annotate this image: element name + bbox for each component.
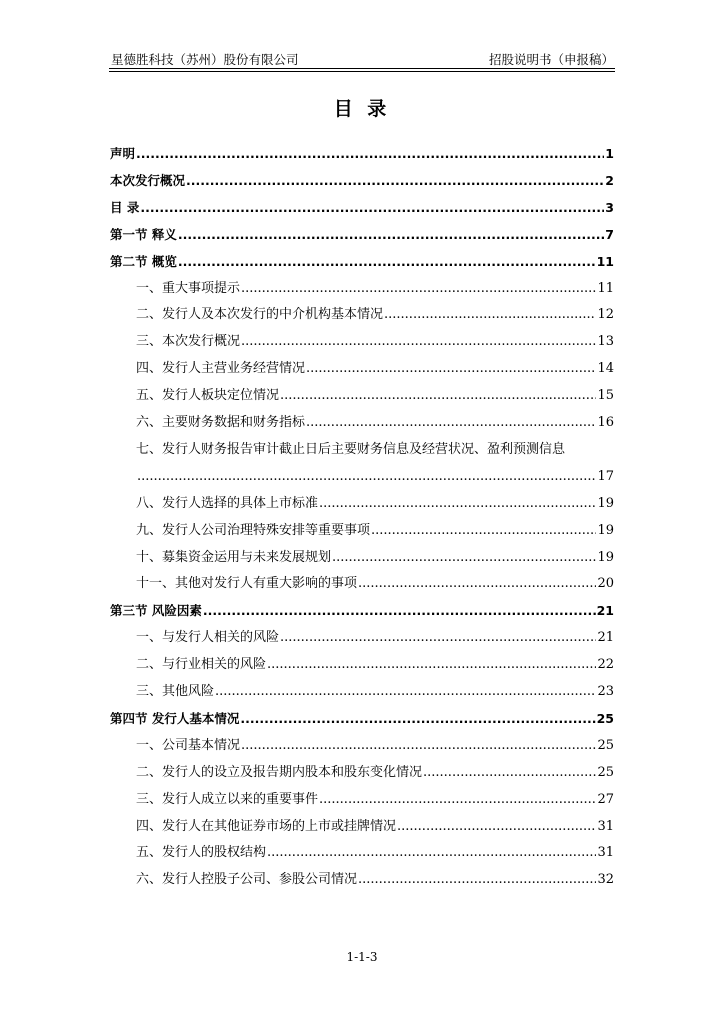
toc-entry[interactable] [110, 732, 614, 754]
toc-entry-page: 21 [597, 630, 614, 646]
toc-entry-label: 四、发行人在其他证券市场的上市或挂牌情况 [136, 818, 397, 834]
toc-leader-dots [215, 684, 596, 700]
toc-entry[interactable] [110, 624, 614, 646]
toc-entry-label: 一、与发行人相关的风险 [136, 630, 280, 646]
toc-entry-page: 19 [597, 522, 614, 538]
toc-leader-dots [186, 173, 604, 189]
toc-leader-dots [397, 819, 596, 835]
toc-entry[interactable] [110, 678, 614, 700]
toc-entry-page: 20 [597, 576, 614, 592]
page-footer-number: 1-1-3 [346, 950, 378, 964]
toc-section-entry[interactable] [110, 597, 614, 619]
toc-entry[interactable] [110, 651, 614, 673]
toc-entry-page: 19 [597, 495, 614, 511]
toc-entry[interactable] [110, 866, 614, 888]
toc-entry-label: 第一节 释义 [110, 226, 177, 242]
toc-leader-dots [267, 845, 596, 861]
toc-entry-label: 七、发行人财务报告审计截止日后主要财务信息及经营状况、盈利预测信息 [136, 441, 566, 457]
toc-entry[interactable] [110, 570, 614, 592]
header-company-name: 星德胜科技（苏州）股份有限公司 [111, 52, 299, 67]
toc-entry-label: 三、本次发行概况 [136, 334, 241, 350]
toc-entry[interactable] [110, 301, 614, 323]
toc-entry-page: 11 [597, 280, 614, 296]
toc-entry-page: 27 [597, 791, 614, 807]
toc-leader-dots [332, 550, 596, 566]
toc-entry-page: 25 [597, 737, 614, 753]
toc-entry-label: 目 录 [110, 199, 140, 215]
toc-entry-label: 九、发行人公司治理特殊安排等重要事项 [136, 522, 371, 538]
toc-entry[interactable] [110, 759, 614, 781]
toc-entry[interactable] [110, 328, 614, 350]
toc-leader-dots [203, 603, 596, 619]
toc-entry-page: 11 [596, 253, 614, 269]
toc-entry-label: 一、公司基本情况 [136, 737, 241, 753]
toc-leader-dots [358, 872, 596, 888]
toc-entry-label: 四、发行人主营业务经营情况 [136, 361, 306, 377]
toc-entry-page: 2 [605, 172, 614, 188]
page-title: 目 录 [333, 98, 391, 120]
toc-entry[interactable] [110, 355, 614, 377]
toc-entry-page: 23 [597, 684, 614, 699]
toc-entry-label: 六、主要财务数据和财务指标 [136, 415, 306, 430]
toc-section-entry[interactable] [110, 167, 614, 189]
toc-leader-dots [137, 469, 596, 485]
toc-entry[interactable] [110, 839, 614, 861]
toc-entry-page: 21 [596, 603, 614, 619]
toc-section-entry[interactable] [110, 248, 614, 270]
toc-entry-page: 16 [597, 415, 614, 430]
toc-entry-continuation[interactable] [110, 463, 614, 485]
toc-leader-dots [306, 415, 596, 431]
toc-entry-page: 19 [597, 549, 614, 565]
toc-leader-dots [423, 765, 596, 781]
toc-entry-label: 第四节 发行人基本情况 [110, 710, 240, 726]
toc-entry[interactable] [110, 786, 614, 808]
toc-leader-dots [306, 361, 596, 377]
toc-section-entry[interactable] [110, 140, 614, 162]
toc-entry-label: 六、发行人控股子公司、参股公司情况 [136, 872, 358, 888]
header-divider [109, 68, 615, 69]
toc-entry-page: 14 [597, 361, 614, 377]
toc-entry-label: 第三节 风险因素 [110, 603, 202, 619]
toc-entry-page: 1 [605, 146, 614, 161]
toc-entry-page: 17 [597, 468, 614, 484]
toc-entry[interactable] [110, 275, 614, 297]
toc-leader-dots [241, 334, 596, 350]
toc-entry-page: 31 [597, 818, 614, 834]
toc-leader-dots [384, 307, 596, 323]
toc-entry-label: 十、募集资金运用与未来发展规划 [136, 549, 332, 565]
toc-entry-page: 22 [597, 657, 614, 673]
toc-section-entry[interactable] [110, 194, 614, 216]
toc-leader-dots [358, 576, 596, 592]
toc-entry[interactable] [110, 813, 614, 835]
toc-entry-label: 三、其他风险 [136, 684, 215, 699]
toc-entry-page: 25 [596, 710, 614, 726]
toc-section-entry[interactable] [110, 705, 614, 727]
toc-entry-page: 15 [597, 388, 614, 404]
toc-entry-label: 本次发行概况 [110, 172, 186, 188]
toc-leader-dots [267, 657, 596, 673]
toc-leader-dots [140, 200, 604, 216]
toc-entry-page: 32 [597, 872, 614, 888]
header-document-type: 招股说明书（申报稿） [488, 52, 614, 67]
header-divider-thin [109, 71, 615, 72]
toc-leader-dots [371, 523, 596, 539]
toc-leader-dots [280, 630, 596, 646]
toc-entry-label: 十一、其他对发行人有重大影响的事项 [136, 576, 358, 592]
toc-entry-page: 31 [597, 845, 614, 861]
toc-entry-page: 13 [597, 334, 614, 350]
toc-entry-page: 3 [605, 199, 614, 215]
toc-entry-page: 25 [597, 764, 614, 780]
toc-entry-label: 声明 [110, 146, 136, 161]
toc-entry[interactable] [110, 490, 614, 512]
toc-entry[interactable] [110, 382, 614, 404]
toc-leader-dots [280, 388, 596, 404]
toc-entry-label: 五、发行人的股权结构 [136, 845, 267, 861]
toc-entry-label: 八、发行人选择的具体上市标准 [136, 495, 319, 511]
toc-entry-label: 二、发行人的设立及报告期内股本和股东变化情况 [136, 764, 423, 780]
toc-entry-label: 二、发行人及本次发行的中介机构基本情况 [136, 307, 384, 323]
toc-leader-dots [178, 227, 604, 243]
toc-entry-label: 第二节 概览 [110, 253, 177, 269]
toc-leader-dots [136, 146, 604, 162]
toc-leader-dots [241, 738, 596, 754]
toc-entry-label: 三、发行人成立以来的重要事件 [136, 791, 319, 807]
toc-entry-label: 五、发行人板块定位情况 [136, 388, 280, 404]
toc-entry-page: 12 [597, 307, 614, 323]
toc-entry[interactable] [110, 409, 614, 431]
toc-leader-dots [319, 792, 596, 808]
toc-leader-dots [240, 711, 595, 727]
toc-entry[interactable] [110, 544, 614, 566]
page-header [111, 48, 614, 68]
toc-entry[interactable] [110, 517, 614, 539]
toc-section-entry[interactable] [110, 221, 614, 243]
toc-entry-page: 7 [605, 226, 614, 242]
toc-leader-dots [319, 496, 596, 512]
toc-entry-label: 二、与行业相关的风险 [136, 657, 267, 673]
toc-leader-dots [178, 254, 596, 270]
toc-leader-dots [241, 281, 596, 297]
toc-entry-label: 一、重大事项提示 [136, 280, 241, 296]
toc-entry[interactable] [110, 436, 614, 458]
